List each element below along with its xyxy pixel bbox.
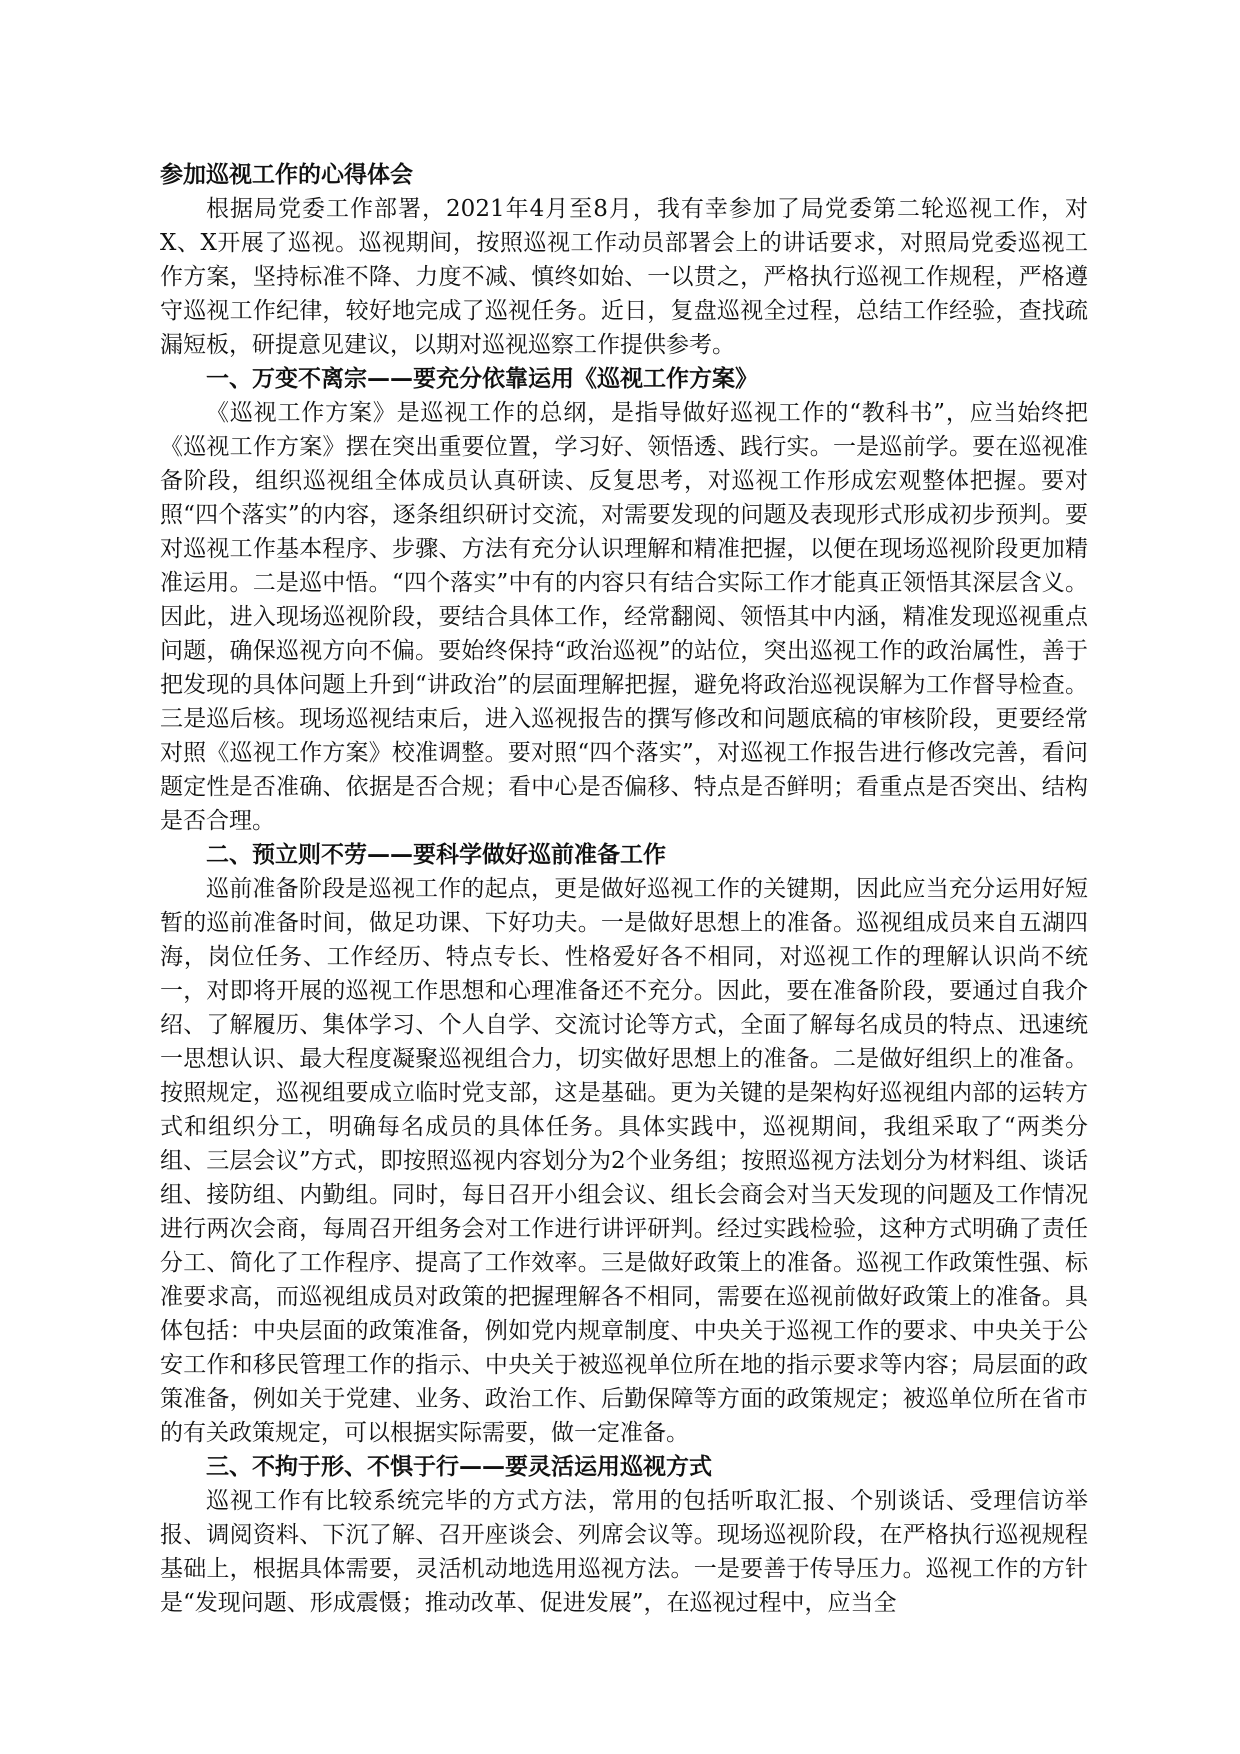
section-body-2: 巡前准备阶段是巡视工作的起点，更是做好巡视工作的关键期，因此应当充分运用好短暂的巡前准备时间，做足功课、下好功夫。一是做好思想上的准备。巡视组成员来自五湖四海，岗位任务、工作经历、特点专长、性格爱好各不相同，对巡视工作的理解认识尚不统一，对即将开展的巡视工作思想和心理准备还不充分。因此，要在准备阶段，要通过自我介绍、了解履历、集体学习、个人自学、交流讨论等方式，全面了解每名成员的特点、迅速统一思想认识、最大程度凝聚巡视组合力，切实做好思想上的准备。二是做好组织上的准备。按照规定，巡视组要成立临时党支部，这是基础。更为关键的是架构好巡视组内部的运转方式和组织分工，明确每名成员的具体任务。具体实践中，巡视期间，我组采取了“两类分组、三层会议”方式，即按照巡视内容划分为2个业务组；按照巡视方法划分为材料组、谈话组、接防组、内勤组。同时，每日召开小组会议、组长会商会对当天发现的问题及工作情况进行两次会商，每周召开组务会对工作进行讲评研判。经过实践检验，这种方式明确了责任分工、简化了工作程序、提高了工作效率。三是做好政策上的准备。巡视工作政策性强、标准要求高，而巡视组成员对政策的把握理解各不相同，需要在巡视前做好政策上的准备。具体包括：中央层面的政策准备，例如党内规章制度、中央关于巡视工作的要求、中央关于公安工作和移民管理工作的指示、中央关于被巡视单位所在地的指示要求等内容；局层面的政策准备，例如关于党建、业务、政治工作、后勤保障等方面的政策规定；被巡单位所在省市的有关政策规定，可以根据实际需要，做一定准备。: [160, 876, 1088, 1446]
section-body-1: 《巡视工作方案》是巡视工作的总纲，是指导做好巡视工作的“教科书”，应当始终把《巡视工作方案》摆在突出重要位置，学习好、领悟透、践行实。一是巡前学。要在巡视准备阶段，组织巡视组全体成员认真研读、反复思考，对巡视工作形成宏观整体把握。要对照“四个落实”的内容，逐条组织研讨交流，对需要发现的问题及表现形式形成初步预判。要对巡视工作基本程序、步骤、方法有充分认识理解和精准把握，以便在现场巡视阶段更加精准运用。二是巡中悟。“四个落实”中有的内容只有结合实际工作才能真正领悟其深层含义。因此，进入现场巡视阶段，要结合具体工作，经常翻阅、领悟其中内涵，精准发现巡视重点问题，确保巡视方向不偏。要始终保持“政治巡视”的站位，突出巡视工作的政治属性，善于把发现的具体问题上升到“讲政治”的层面理解把握，避免将政治巡视误解为工作督导检查。三是巡后核。现场巡视结束后，进入巡视报告的撰写修改和问题底稿的审核阶段，更要经常对照《巡视工作方案》校准调整。要对照“四个落实”，对巡视工作报告进行修改完善，看问题定性是否准确、依据是否合规；看中心是否偏移、特点是否鲜明；看重点是否突出、结构是否合理。: [160, 400, 1088, 834]
section-heading-2: 二、预立则不劳——要科学做好巡前准备工作: [206, 842, 666, 868]
section-heading-1: 一、万变不离宗——要充分依靠运用《巡视工作方案》: [206, 366, 758, 392]
intro-paragraph: 根据局党委工作部署，2021年4月至8月，我有幸参加了局党委第二轮巡视工作，对X、X开展了巡视。巡视期间，按照巡视工作动员部署会上的讲话要求，对照局党委巡视工作方案，坚持标准不降、力度不减、慎终如始、一以贯之，严格执行巡视工作规程，严格遵守巡视工作纪律，较好地完成了巡视任务。近日，复盘巡视全过程，总结工作经验，查找疏漏短板，研提意见建议，以期对巡视巡察工作提供参考。: [160, 196, 1088, 358]
section-body-3: 巡视工作有比较系统完毕的方式方法，常用的包括听取汇报、个别谈话、受理信访举报、调阅资料、下沉了解、召开座谈会、列席会议等。现场巡视阶段，在严格执行巡视规程基础上，根据具体需要，灵活机动地选用巡视方法。一是要善于传导压力。巡视工作的方针是“发现问题、形成震慑；推动改革、促进发展”，在巡视过程中，应当全: [160, 1488, 1088, 1616]
document-page: [160, 158, 1088, 1620]
document-title: 参加巡视工作的心得体会: [160, 162, 413, 188]
section-heading-3: 三、不拘于形、不惧于行——要灵活运用巡视方式: [206, 1454, 712, 1480]
